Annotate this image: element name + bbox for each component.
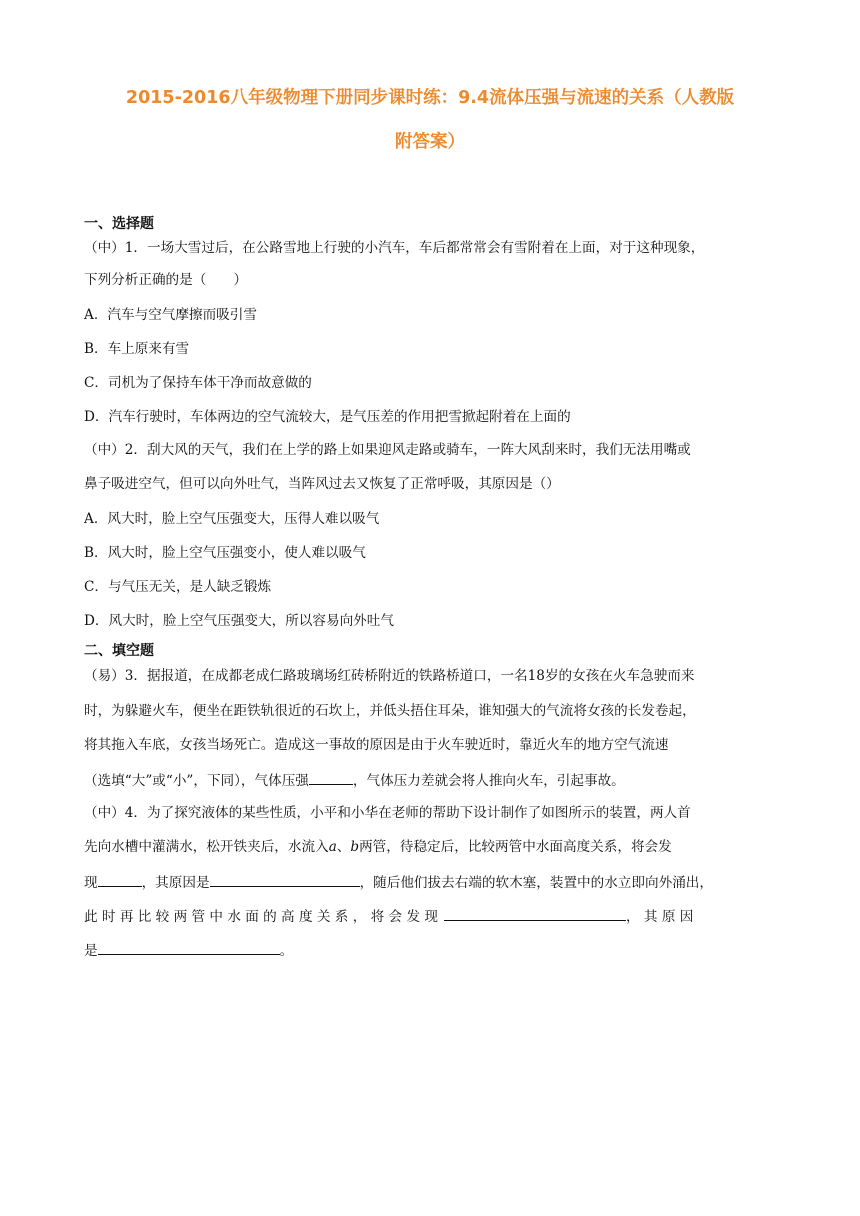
q2-option-b: B．风大时，脸上空气压强变小，使人难以吸气 [84, 545, 366, 561]
q4-line-3-text-b: ，其原因是 [141, 875, 210, 891]
q2-option-a: A．风大时，脸上空气压强变大，压得人难以吸气 [84, 511, 380, 527]
q4-stem-line-4 [84, 905, 776, 927]
q1-option-c: C．司机为了保持车体干净而故意做的 [84, 375, 312, 391]
answer-blank[interactable] [444, 905, 626, 921]
q1-option-b: B．车上原来有雪 [84, 341, 190, 357]
q2-stem-line-2: 鼻子吸进空气，但可以向外吐气，当阵风过去又恢复了正常呼吸，其原因是（） [84, 476, 560, 492]
answer-blank[interactable] [210, 871, 360, 887]
q4-stem-line-2 [84, 837, 776, 857]
q4-stem-line-1: （中）4．为了探究液体的某些性质，小平和小华在老师的帮助下设计制作了如图所示的装置，两人首 [84, 805, 691, 821]
q1-option-d: D．汽车行驶时，车体两边的空气流较大，是气压差的作用把雪掀起附着在上面的 [84, 409, 571, 425]
separator: 、 [336, 839, 351, 855]
q4-line-2-text-a: 先向水槽中灌满水，松开铁夹后，水流入 [84, 839, 329, 855]
q2-option-d: D．风大时，脸上空气压强变大，所以容易向外吐气 [84, 613, 394, 629]
q3-stem-line-2: 时，为躲避火车，便坐在距铁轨很近的石坎上，并低头捂住耳朵，谁知强大的气流将女孩的长发卷起， [84, 703, 696, 719]
page-title-line-2: 附答案） [395, 132, 465, 152]
answer-blank[interactable] [98, 939, 280, 955]
q4-line-4-text-b: ， 其 原 因 [625, 909, 694, 925]
q1-stem-line-2: 下列分析正确的是（ ） [84, 272, 248, 288]
q4-stem-line-5 [84, 939, 776, 961]
q4-line-5-text-a: 是 [84, 943, 98, 959]
q1-option-a: A．汽车与空气摩擦而吸引雪 [84, 307, 257, 323]
q4-line-2-text-b: 两管，待稳定后，比较两管中水面高度关系，将会发 [359, 839, 672, 855]
q2-stem-line-1: （中）2．刮大风的天气，我们在上学的路上如果迎风走路或骑车，一阵大风刮来时，我们无法用嘴或 [84, 442, 691, 458]
variable-b: b [350, 839, 360, 855]
q4-line-3-text-c: ，随后他们拔去右端的软木塞，装置中的水立即向外涌出， [359, 875, 713, 891]
answer-blank[interactable] [309, 769, 353, 785]
q2-option-c: C．与气压无关，是人缺乏锻炼 [84, 579, 272, 595]
section-heading-fill: 二、填空题 [84, 643, 154, 659]
page-title-line-1: 2015-2016八年级物理下册同步课时练：9.4流体压强与流速的关系（人教版 [125, 88, 735, 108]
answer-blank[interactable] [98, 871, 142, 887]
q4-line-3-text-a: 现 [84, 875, 98, 891]
q3-stem-line-4 [84, 769, 776, 791]
section-heading-choice: 一、选择题 [84, 216, 154, 232]
q4-stem-line-3 [84, 871, 776, 893]
q1-stem-line-1: （中）1．一场大雪过后，在公路雪地上行驶的小汽车，车后都常常会有雪附着在上面，对于这种现象， [84, 240, 705, 256]
q4-line-5-text-b: 。 [279, 943, 294, 959]
q4-line-4-text-a: 此 时 再 比 较 两 管 中 水 面 的 高 度 关 系 ， 将 会 发 现 [84, 909, 438, 925]
q3-line-4-text-b: ，气体压力差就会将人推向火车，引起事故。 [352, 773, 625, 789]
variable-a: a [328, 839, 337, 855]
q3-stem-line-3: 将其拖入车底，女孩当场死亡。造成这一事故的原因是由于火车驶近时，靠近火车的地方空气流速 [84, 737, 669, 753]
q3-line-4-text-a: （选填“大”或“小”，下同），气体压强 [84, 773, 309, 789]
q3-stem-line-1: （易）3．据报道，在成都老成仁路玻璃场红砖桥附近的铁路桥道口，一名18岁的女孩在火车急驶而来 [84, 668, 695, 684]
